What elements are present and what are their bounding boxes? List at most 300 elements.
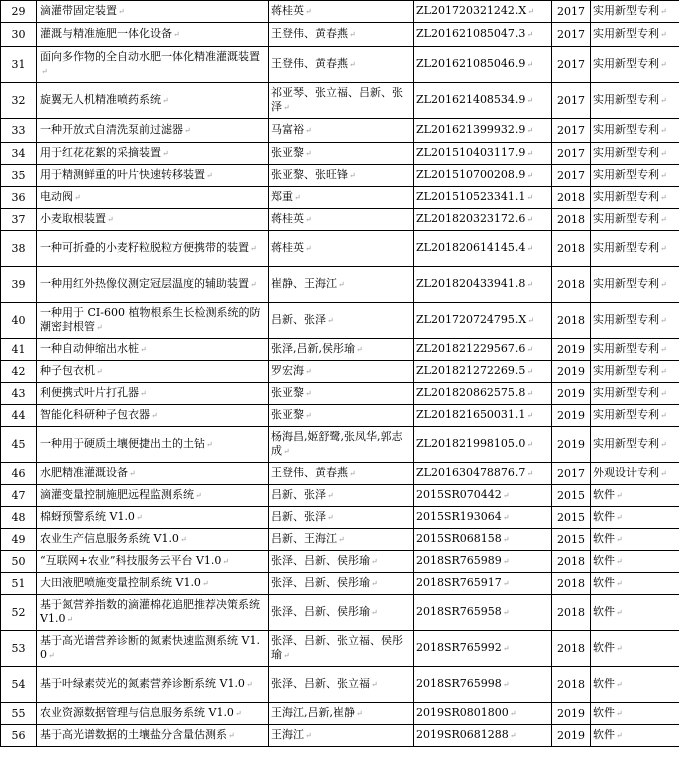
item-type: 软件 — [593, 728, 615, 741]
item-name: 一种用于硬质土壤便捷出土的土钻 — [40, 437, 205, 450]
row-number: 39 — [11, 277, 26, 291]
paragraph-mark-icon: ↵ — [526, 215, 534, 224]
row-number-cell — [1, 507, 37, 529]
row-number: 32 — [11, 93, 26, 107]
registration-number: 2018SR765917 — [416, 576, 502, 589]
item-name-cell — [37, 23, 269, 47]
paragraph-mark-icon: ↵ — [502, 579, 510, 588]
paragraph-mark-icon: ↵ — [338, 280, 345, 289]
row-number-cell — [1, 529, 37, 551]
item-name-cell — [37, 303, 269, 339]
inventors: 王登伟、黄春燕 — [271, 27, 348, 40]
row-number: 40 — [11, 313, 26, 327]
item-name: 灌溉与精准施肥一体化设备 — [40, 27, 172, 40]
item-name-cell — [37, 595, 269, 631]
paragraph-mark-icon: ↵ — [526, 96, 534, 105]
year-cell — [552, 231, 591, 267]
paragraph-mark-icon: ↵ — [660, 193, 667, 202]
paragraph-mark-icon: ↵ — [173, 30, 180, 39]
year-cell — [552, 631, 591, 667]
paragraph-mark-icon: ↵ — [371, 680, 378, 689]
year-cell — [552, 83, 591, 119]
registration-number-cell — [414, 427, 552, 463]
item-name: 智能化科研种子包衣器 — [40, 408, 150, 421]
item-type-cell — [591, 143, 679, 165]
paragraph-mark-icon: ↵ — [135, 513, 143, 522]
year: 2019 — [557, 706, 585, 720]
item-type-cell — [591, 725, 679, 747]
registration-number: 2018SR765958 — [416, 605, 502, 618]
item-name: 棉蚜预警系统 V1.0 — [40, 510, 135, 523]
paragraph-mark-icon: ↵ — [349, 469, 356, 478]
paragraph-mark-icon: ↵ — [660, 440, 667, 449]
inventors-cell — [269, 551, 414, 573]
year-cell — [552, 47, 591, 83]
item-name-cell — [37, 427, 269, 463]
paragraph-mark-icon: ↵ — [660, 30, 667, 39]
table-row — [1, 361, 679, 383]
item-type: 实用新型专利 — [593, 123, 659, 136]
paragraph-mark-icon: ↵ — [66, 615, 74, 624]
item-name: 基于高光谱营养诊断的氮素快速监测系统 V1.0 — [40, 634, 260, 661]
paragraph-mark-icon: ↵ — [48, 651, 55, 660]
inventors-cell — [269, 303, 414, 339]
paragraph-mark-icon: ↵ — [509, 709, 517, 718]
inventors: 崔静、王海江 — [271, 277, 337, 290]
inventors-cell — [269, 485, 414, 507]
item-type: 实用新型专利 — [593, 241, 659, 254]
inventors-cell — [269, 83, 414, 119]
year: 2017 — [557, 466, 585, 480]
row-number: 33 — [11, 123, 26, 137]
year: 2015 — [557, 488, 585, 502]
item-type: 软件 — [593, 532, 615, 545]
year: 2019 — [557, 437, 585, 451]
item-type: 实用新型专利 — [593, 4, 659, 17]
year-cell — [552, 361, 591, 383]
paragraph-mark-icon: ↵ — [356, 709, 363, 718]
paragraph-mark-icon: ↵ — [526, 193, 534, 202]
paragraph-mark-icon: ↵ — [349, 171, 356, 180]
inventors-cell — [269, 143, 414, 165]
row-number-cell — [1, 47, 37, 83]
year-cell — [552, 339, 591, 361]
paragraph-mark-icon: ↵ — [526, 244, 534, 253]
inventors-cell — [269, 463, 414, 485]
item-type-cell — [591, 1, 679, 23]
inventors-cell — [269, 667, 414, 703]
row-number: 38 — [11, 241, 26, 255]
registration-number-cell — [414, 303, 552, 339]
year-cell — [552, 143, 591, 165]
item-type-cell — [591, 573, 679, 595]
table-row — [1, 187, 679, 209]
registration-number: ZL201821229567.6 — [416, 342, 526, 355]
paragraph-mark-icon: ↵ — [184, 126, 191, 135]
item-name: 基于叶绿素荧光的氮素营养诊断系统 V1.0 — [40, 677, 245, 690]
paragraph-mark-icon: ↵ — [616, 491, 623, 500]
paragraph-mark-icon: ↵ — [222, 557, 230, 566]
paragraph-mark-icon: ↵ — [502, 535, 510, 544]
year-cell — [552, 507, 591, 529]
registration-number-cell — [414, 361, 552, 383]
table-row — [1, 551, 679, 573]
inventors: 张泽,吕新,侯彤瑜 — [271, 342, 355, 355]
item-type: 实用新型专利 — [593, 57, 659, 70]
inventors: 蒋桂英 — [271, 4, 304, 17]
paragraph-mark-icon: ↵ — [660, 171, 667, 180]
item-name: 电动阀 — [40, 190, 73, 203]
paragraph-mark-icon: ↵ — [371, 557, 378, 566]
item-name: 一种自动伸缩出水桩 — [40, 342, 139, 355]
row-number: 35 — [11, 168, 26, 182]
item-type-cell — [591, 595, 679, 631]
row-number-cell — [1, 361, 37, 383]
item-name-cell — [37, 405, 269, 427]
paragraph-mark-icon: ↵ — [509, 731, 517, 740]
item-type: 外观设计专利 — [593, 466, 659, 479]
year: 2018 — [557, 554, 585, 568]
inventors-cell — [269, 631, 414, 667]
registration-number-cell — [414, 339, 552, 361]
paragraph-mark-icon: ↵ — [526, 149, 534, 158]
paragraph-mark-icon: ↵ — [283, 103, 290, 112]
paragraph-mark-icon: ↵ — [526, 60, 534, 69]
inventors-cell — [269, 725, 414, 747]
inventors: 王海江 — [271, 728, 304, 741]
registration-number-cell — [414, 485, 552, 507]
item-name-cell — [37, 143, 269, 165]
registration-number-cell — [414, 383, 552, 405]
inventors: 张泽、吕新、侯彤瑜 — [271, 605, 370, 618]
row-number-cell — [1, 485, 37, 507]
table-row — [1, 485, 679, 507]
paragraph-mark-icon: ↵ — [234, 709, 242, 718]
row-number: 49 — [11, 532, 26, 546]
year-cell — [552, 485, 591, 507]
year: 2017 — [557, 146, 585, 160]
paragraph-mark-icon: ↵ — [162, 96, 169, 105]
paragraph-mark-icon: ↵ — [502, 491, 510, 500]
year-cell — [552, 427, 591, 463]
row-number-cell — [1, 595, 37, 631]
year: 2017 — [557, 123, 585, 137]
row-number-cell — [1, 165, 37, 187]
year: 2018 — [557, 313, 585, 327]
row-number: 51 — [11, 576, 26, 590]
paragraph-mark-icon: ↵ — [660, 126, 667, 135]
paragraph-mark-icon: ↵ — [660, 345, 667, 354]
inventors-cell — [269, 339, 414, 361]
item-name: 大田液肥喷施变量控制系统 V1.0 — [40, 576, 201, 589]
registration-number: ZL201820433941.8 — [416, 277, 526, 290]
inventors-cell — [269, 119, 414, 143]
item-type: 软件 — [593, 605, 615, 618]
inventors: 罗宏海 — [271, 364, 304, 377]
item-name-cell — [37, 725, 269, 747]
inventors: 张泽、吕新、张立福 — [271, 677, 370, 690]
item-name-cell — [37, 187, 269, 209]
paragraph-mark-icon: ↵ — [305, 367, 312, 376]
year: 2018 — [557, 576, 585, 590]
item-type: 实用新型专利 — [593, 277, 659, 290]
registration-number-cell — [414, 47, 552, 83]
paragraph-mark-icon: ↵ — [338, 535, 345, 544]
row-number-cell — [1, 631, 37, 667]
inventors: 张泽、吕新、侯彤瑜 — [271, 576, 370, 589]
inventors-cell — [269, 267, 414, 303]
registration-number: ZL201621399932.9 — [416, 123, 526, 136]
table-row — [1, 339, 679, 361]
row-number: 43 — [11, 386, 26, 400]
registration-number-cell — [414, 187, 552, 209]
inventors: 张亚黎 — [271, 386, 304, 399]
row-number-cell — [1, 463, 37, 485]
paragraph-mark-icon: ↵ — [41, 67, 48, 76]
registration-number-cell — [414, 595, 552, 631]
inventors-cell — [269, 427, 414, 463]
inventors: 蒋桂英 — [271, 212, 304, 225]
item-type-cell — [591, 405, 679, 427]
row-number: 53 — [11, 641, 26, 655]
year-cell — [552, 1, 591, 23]
registration-number: ZL201821272269.5 — [416, 364, 526, 377]
item-name: 种子包衣机 — [40, 364, 95, 377]
paragraph-mark-icon: ↵ — [502, 557, 510, 566]
table-row — [1, 405, 679, 427]
paragraph-mark-icon: ↵ — [526, 389, 534, 398]
item-name-cell — [37, 119, 269, 143]
paragraph-mark-icon: ↵ — [129, 469, 136, 478]
inventors-cell — [269, 1, 414, 23]
item-name: 农业资源数据管理与信息服务系统 V1.0 — [40, 706, 234, 719]
paragraph-mark-icon: ↵ — [349, 30, 356, 39]
paragraph-mark-icon: ↵ — [162, 149, 169, 158]
year: 2018 — [557, 212, 585, 226]
paragraph-mark-icon: ↵ — [526, 280, 534, 289]
item-name: 旋翼无人机精准喷药系统 — [40, 93, 161, 106]
inventors: 王海江,吕新,崔静 — [271, 706, 355, 719]
row-number-cell — [1, 405, 37, 427]
registration-number: ZL201510403117.9 — [416, 146, 526, 159]
paragraph-mark-icon: ↵ — [250, 280, 257, 289]
paragraph-mark-icon: ↵ — [660, 316, 667, 325]
item-name: 滴灌变量控制施肥远程监测系统 — [40, 488, 194, 501]
table-row — [1, 47, 679, 83]
row-number: 29 — [11, 4, 26, 18]
registration-number: ZL201720321242.X — [416, 4, 527, 17]
paragraph-mark-icon: ↵ — [526, 30, 534, 39]
registration-number: ZL201820862575.8 — [416, 386, 526, 399]
inventors: 吕新、王海江 — [271, 532, 337, 545]
inventors: 张亚黎、张旺锋 — [271, 168, 348, 181]
row-number-cell — [1, 119, 37, 143]
row-number-cell — [1, 267, 37, 303]
registration-number: ZL201621085047.3 — [416, 27, 526, 40]
table-row — [1, 143, 679, 165]
year-cell — [552, 119, 591, 143]
item-type: 实用新型专利 — [593, 386, 659, 399]
paragraph-mark-icon: ↵ — [118, 7, 125, 16]
paragraph-mark-icon: ↵ — [527, 7, 534, 16]
item-type: 实用新型专利 — [593, 408, 659, 421]
year: 2015 — [557, 532, 585, 546]
item-type-cell — [591, 463, 679, 485]
registration-number: 2015SR193064 — [416, 510, 502, 523]
registration-number: ZL201820614145.4 — [416, 241, 526, 254]
paragraph-mark-icon: ↵ — [327, 491, 334, 500]
paragraph-mark-icon: ↵ — [305, 215, 312, 224]
table-row — [1, 267, 679, 303]
row-number-cell — [1, 383, 37, 405]
year: 2019 — [557, 728, 585, 742]
inventors-cell — [269, 595, 414, 631]
item-type: 软件 — [593, 706, 615, 719]
year: 2018 — [557, 605, 585, 619]
paragraph-mark-icon: ↵ — [206, 440, 213, 449]
item-name-cell — [37, 573, 269, 595]
item-name: 基于高光谱数据的土壤盐分含量估测系 — [40, 728, 227, 741]
item-type: 实用新型专利 — [593, 93, 659, 106]
paragraph-mark-icon: ↵ — [660, 215, 667, 224]
registration-number: ZL201630478876.7 — [416, 466, 526, 479]
row-number: 46 — [11, 466, 26, 480]
inventors: 吕新、张泽 — [271, 488, 326, 501]
registration-number-cell — [414, 143, 552, 165]
row-number-cell — [1, 83, 37, 119]
registration-number-cell — [414, 231, 552, 267]
paragraph-mark-icon: ↵ — [206, 171, 213, 180]
paragraph-mark-icon: ↵ — [660, 60, 667, 69]
paragraph-mark-icon: ↵ — [526, 126, 534, 135]
inventors: 张泽、吕新、侯彤瑜 — [271, 554, 370, 567]
inventors-cell — [269, 47, 414, 83]
year-cell — [552, 463, 591, 485]
paragraph-mark-icon: ↵ — [502, 513, 510, 522]
item-type: 实用新型专利 — [593, 190, 659, 203]
item-type: 实用新型专利 — [593, 27, 659, 40]
row-number: 30 — [11, 27, 26, 41]
item-type: 实用新型专利 — [593, 212, 659, 225]
paragraph-mark-icon: ↵ — [660, 367, 667, 376]
table-row — [1, 23, 679, 47]
year-cell — [552, 529, 591, 551]
row-number-cell — [1, 667, 37, 703]
item-type-cell — [591, 339, 679, 361]
year-cell — [552, 595, 591, 631]
item-name: 小麦取根装置 — [40, 212, 106, 225]
year-cell — [552, 383, 591, 405]
paragraph-mark-icon: ↵ — [140, 345, 147, 354]
year-cell — [552, 551, 591, 573]
paragraph-mark-icon: ↵ — [526, 440, 534, 449]
item-name: 滴灌带固定装置 — [40, 4, 117, 17]
registration-number-cell — [414, 83, 552, 119]
item-type-cell — [591, 119, 679, 143]
paragraph-mark-icon: ↵ — [502, 608, 510, 617]
item-name: 利便携式叶片打孔器 — [40, 386, 139, 399]
table-row — [1, 529, 679, 551]
item-type: 实用新型专利 — [593, 146, 659, 159]
paragraph-mark-icon: ↵ — [356, 345, 363, 354]
year-cell — [552, 725, 591, 747]
registration-number-cell — [414, 209, 552, 231]
registration-number: 2015SR068158 — [416, 532, 502, 545]
registration-number: 2019SR0801800 — [416, 706, 509, 719]
item-name-cell — [37, 529, 269, 551]
registration-number: 2018SR765989 — [416, 554, 502, 567]
item-type: 实用新型专利 — [593, 313, 659, 326]
item-name: 一种用红外热像仪测定冠层温度的辅助装置 — [40, 277, 249, 290]
item-name-cell — [37, 361, 269, 383]
item-name-cell — [37, 165, 269, 187]
row-number-cell — [1, 1, 37, 23]
inventors: 王登伟、黄春燕 — [271, 466, 348, 479]
item-type: 软件 — [593, 488, 615, 501]
registration-number-cell — [414, 267, 552, 303]
paragraph-mark-icon: ↵ — [305, 149, 312, 158]
year: 2017 — [557, 57, 585, 71]
item-type: 实用新型专利 — [593, 364, 659, 377]
paragraph-mark-icon: ↵ — [616, 557, 623, 566]
table-row — [1, 427, 679, 463]
paragraph-mark-icon: ↵ — [371, 608, 378, 617]
inventors: 吕新、张泽 — [271, 510, 326, 523]
year: 2018 — [557, 641, 585, 655]
table-body — [1, 1, 679, 747]
item-name: 用于红花花絮的采摘装置 — [40, 146, 161, 159]
item-type-cell — [591, 427, 679, 463]
item-name-cell — [37, 83, 269, 119]
inventors-cell — [269, 529, 414, 551]
item-type-cell — [591, 83, 679, 119]
paragraph-mark-icon: ↵ — [74, 193, 81, 202]
item-type-cell — [591, 361, 679, 383]
year: 2019 — [557, 342, 585, 356]
inventors: 祁亚琴、张立福、吕新、张泽 — [271, 86, 403, 113]
year: 2018 — [557, 241, 585, 255]
registration-number-cell — [414, 703, 552, 725]
item-name: “互联网+农业”科技服务云平台 V1.0 — [40, 554, 222, 567]
table-row — [1, 209, 679, 231]
item-name-cell — [37, 463, 269, 485]
row-number: 42 — [11, 364, 26, 378]
item-name: 基于氮营养指数的滴灌棉花追肥推荐决策系统 V1.0 — [40, 598, 260, 625]
paragraph-mark-icon: ↵ — [526, 345, 534, 354]
item-type-cell — [591, 485, 679, 507]
year-cell — [552, 303, 591, 339]
item-type-cell — [591, 551, 679, 573]
item-name-cell — [37, 703, 269, 725]
row-number: 37 — [11, 212, 26, 226]
paragraph-mark-icon: ↵ — [245, 680, 253, 689]
year: 2017 — [557, 27, 585, 41]
inventors-cell — [269, 231, 414, 267]
paragraph-mark-icon: ↵ — [616, 680, 623, 689]
item-type-cell — [591, 47, 679, 83]
item-type: 软件 — [593, 576, 615, 589]
item-name-cell — [37, 383, 269, 405]
item-type-cell — [591, 703, 679, 725]
table-row — [1, 231, 679, 267]
inventors: 郑重 — [271, 190, 293, 203]
table-row — [1, 1, 679, 23]
inventors-cell — [269, 209, 414, 231]
item-type-cell — [591, 23, 679, 47]
year-cell — [552, 23, 591, 47]
registration-number-cell — [414, 405, 552, 427]
registration-number: 2015SR070442 — [416, 488, 502, 501]
